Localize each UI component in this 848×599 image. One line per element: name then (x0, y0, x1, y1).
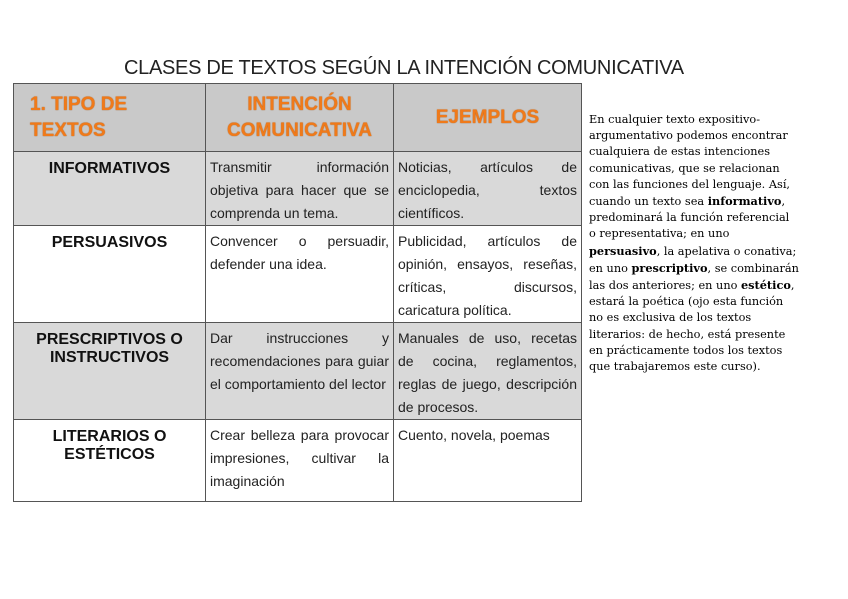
keyword-informativo: informativo (707, 194, 782, 209)
header-tipo-de-textos: 1. TIPO DE TEXTOS (14, 84, 206, 152)
intent-cell: Crear belleza para provocar impresiones, cultivar la imaginación (206, 420, 394, 502)
page-title: CLASES DE TEXTOS SEGÚN LA INTENCIÓN COMUNICATIVA (124, 57, 684, 79)
examples-cell: Cuento, novela, poemas (394, 420, 582, 502)
type-cell: INFORMATIVOS (14, 152, 206, 226)
table-header-row (14, 84, 582, 152)
type-cell: LITERARIOS O ESTÉTICOS (14, 420, 206, 502)
table-row (14, 323, 582, 420)
paragraph-text: , la apelativa o conativa; en uno (589, 244, 797, 275)
examples-cell: Publicidad, artículos de opinión, ensayos, reseñas, críticas, discursos, caricatura política. (394, 226, 582, 323)
intent-cell: Convencer o persuadir, defender una idea. (206, 226, 394, 323)
paragraph-text: , estará la poética (ojo esta función no es exclusiva de los textos literarios: de hecho, está presente en prácticamente todos los textos que trabajaremos este curso). (589, 279, 795, 374)
type-cell: PERSUASIVOS (14, 226, 206, 323)
table-row (14, 420, 582, 502)
table-row (14, 152, 582, 226)
header-ejemplos: EJEMPLOS (394, 84, 582, 152)
table-row (14, 226, 582, 323)
paragraph-text: , se combinarán las dos anteriores; en uno (589, 261, 799, 293)
text-classes-table (13, 83, 581, 488)
paragraph-text: En cualquier texto expositivo-argumentativo podemos encontrar cualquiera de estas intenciones comunicativas, que se relacionan con las funciones del lenguaje. Así, cuando un texto sea (589, 113, 791, 209)
examples-cell: Noticias, artículos de enciclopedia, textos científicos. (394, 152, 582, 226)
intent-cell: Dar instrucciones y recomendaciones para guiar el comportamiento del lector (206, 323, 394, 420)
keyword-prescriptivo: prescriptivo (631, 260, 708, 275)
explanatory-paragraph (589, 112, 799, 375)
keyword-estetico: estético (740, 278, 791, 293)
header-intencion-comunicativa: INTENCIÓN COMUNICATIVA (206, 84, 394, 152)
paragraph-text: , predominará la función referencial o representativa; en uno (589, 195, 790, 241)
keyword-persuasivo: persuasivo (589, 243, 657, 258)
examples-cell: Manuales de uso, recetas de cocina, reglamentos, reglas de juego, descripción de procesos. (394, 323, 582, 420)
intent-cell: Transmitir información objetiva para hacer que se comprenda un tema. (206, 152, 394, 226)
type-cell: PRESCRIPTIVOS O INSTRUCTIVOS (14, 323, 206, 420)
